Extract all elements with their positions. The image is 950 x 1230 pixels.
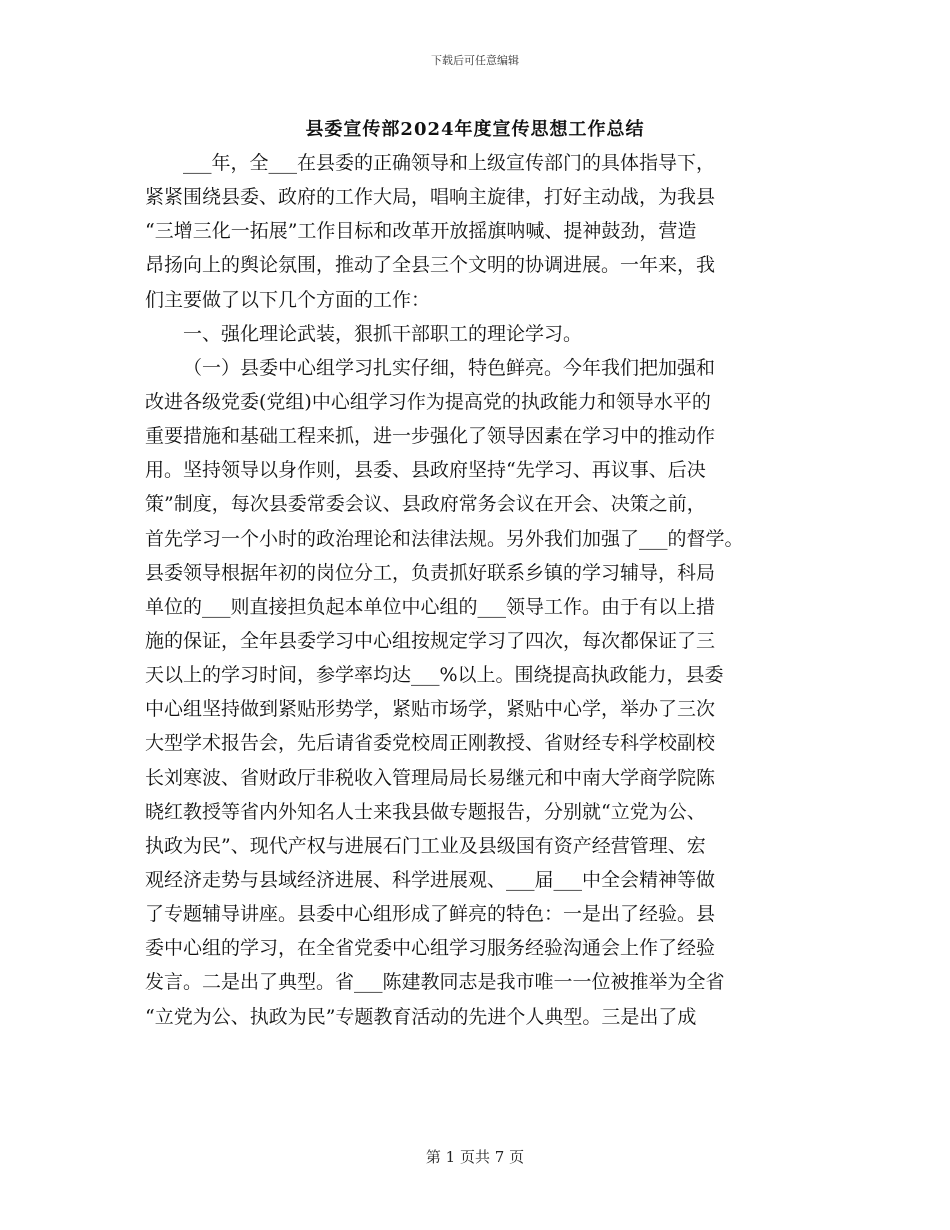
body-line: 紧紧围绕县委、政府的工作大局，唱响主旋律，打好主动战，为我县 [145, 186, 716, 209]
page-number: 第 1 页共 7 页 [425, 1148, 525, 1166]
body-line: 晓红教授等省内外知名人士来我县做专题报告，分别就“立党为公、 [145, 800, 706, 823]
body-line: 县委领导根据年初的岗位分工，负责抓好联系乡镇的学习辅导，科局 [145, 561, 716, 584]
body-line: 执政为民”、现代产权与进展石门工业及县级国有资产经营管理、宏 [145, 834, 706, 857]
body-line: 了专题辅导讲座。县委中心组形成了鲜亮的特色：一是出了经验。县 [145, 903, 716, 926]
document-title: 县委宣传部2024年度宣传思想工作总结 [305, 119, 645, 140]
body-line: 用。坚持领导以身作则，县委、县政府坚持“先学习、再议事、后决 [145, 459, 706, 482]
body-line: 昂扬向上的舆论氛围，推动了全县三个文明的协调进展。一年来，我 [145, 254, 716, 277]
body-line: 改进各级党委(党组)中心组学习作为提高党的执政能力和领导水平的 [145, 390, 711, 413]
body-line: 一、强化理论武装，狠抓干部职工的理论学习。 [183, 322, 583, 345]
body-line: 天以上的学习时间，参学率均达___%以上。围绕提高执政能力，县委 [145, 664, 724, 687]
body-line: 中心组坚持做到紧贴形势学，紧贴市场学，紧贴中心学，举办了三次 [145, 698, 716, 721]
body-line: 委中心组的学习，在全省党委中心组学习服务经验沟通会上作了经验 [145, 937, 716, 960]
document-body [145, 146, 805, 1034]
body-line: 施的保证，全年县委学习中心组按规定学习了四次，每次都保证了三 [145, 629, 716, 652]
body-line: 首先学习一个小时的政治理论和法律法规。另外我们加强了___的督学。 [145, 527, 744, 550]
body-line: “三增三化一拓展”工作目标和改革开放摇旗呐喊、提神鼓劲，营造 [145, 220, 697, 243]
body-line: “立党为公、执政为民”专题教育活动的先进个人典型。三是出了成 [145, 1005, 697, 1028]
body-line: 发言。二是出了典型。省___陈建教同志是我市唯一一位被推举为全省 [145, 971, 725, 994]
body-line: 们主要做了以下几个方面的工作： [145, 288, 431, 311]
body-line: 单位的___则直接担负起本单位中心组的___领导工作。由于有以上措 [145, 595, 716, 618]
body-line: 策”制度，每次县委常委会议、县政府常务会议在开会、决策之前， [145, 493, 706, 516]
page-header-note: 下载后可任意编辑 [431, 54, 519, 67]
body-line: 重要措施和基础工程来抓，进一步强化了领导因素在学习中的推动作 [145, 425, 716, 448]
body-line: ___年，全___在县委的正确领导和上级宣传部门的具体指导下， [183, 152, 716, 174]
body-line: 长刘寒波、省财政厅非税收入管理局局长易继元和中南大学商学院陈 [145, 766, 716, 789]
body-line: 大型学术报告会，先后请省委党校周正刚教授、省财经专科学校副校 [145, 732, 716, 755]
body-line: （一）县委中心组学习扎实仔细，特色鲜亮。今年我们把加强和 [183, 356, 716, 379]
body-line: 观经济走势与县域经济进展、科学进展观、___届___中全会精神等做 [145, 868, 716, 891]
